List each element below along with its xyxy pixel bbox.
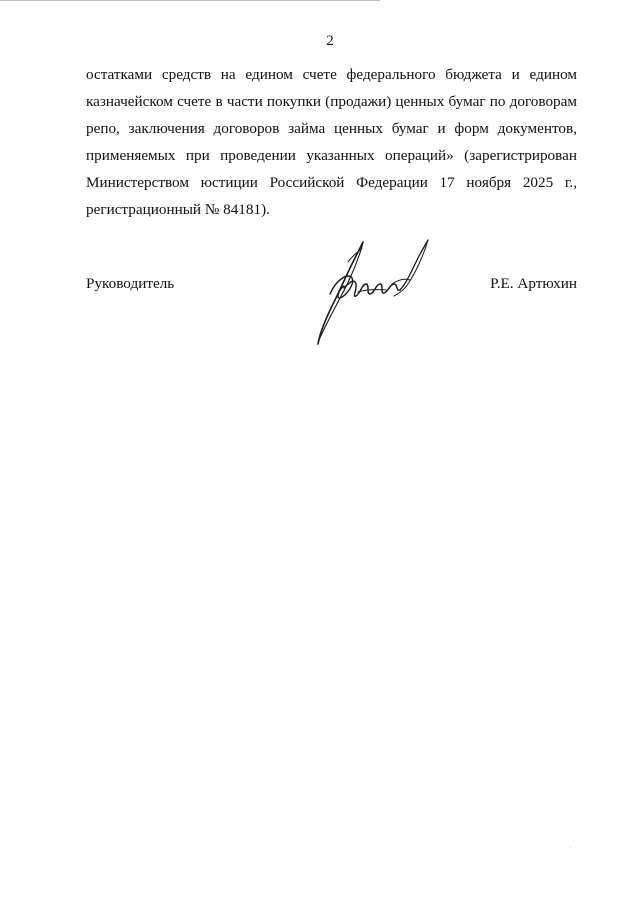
text-line: остатками средств на едином счете федерального бюджета и едином: [86, 66, 577, 83]
scan-speck: [570, 847, 571, 848]
signatory-position: Руководитель: [86, 275, 175, 292]
scan-edge-line: [0, 0, 380, 1]
handwritten-signature: [300, 232, 440, 348]
signatory-name: Р.Е. Артюхин: [490, 275, 577, 292]
text-line: Министерством юстиции Российской Федерации 17 ноября 2025 г.,: [86, 174, 577, 191]
text-line: казначейском счете в части покупки (продажи) ценных бумаг по договорам: [86, 93, 577, 110]
page-number: 2: [326, 33, 334, 49]
text-line: применяемых при проведении указанных операций» (зарегистрирован: [86, 147, 577, 164]
text-line: регистрационный № 84181).: [86, 201, 270, 218]
text-line: репо, заключения договоров займа ценных бумаг и форм документов,: [86, 120, 577, 137]
body-paragraph: [86, 61, 577, 223]
